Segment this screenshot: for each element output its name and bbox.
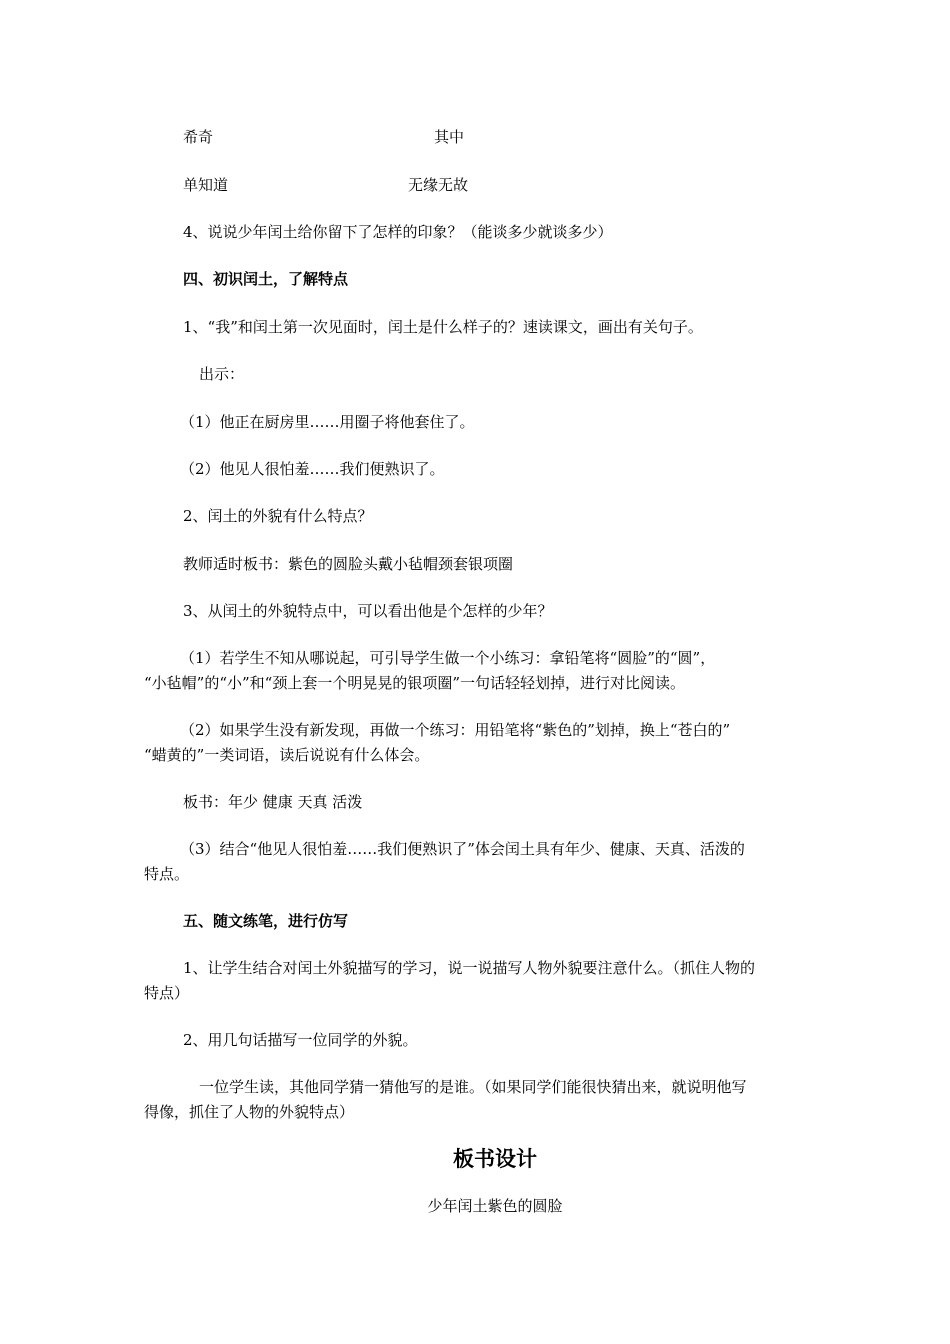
section-5-paragraph-line-2: 得像，抓住了人物的外貌特点） (144, 1103, 355, 1121)
board-note-2: 板书：年少 健康 天真 活泼 (183, 793, 363, 811)
section-5-item-2: 2、用几句话描写一位同学的外貌。 (183, 1031, 418, 1049)
paragraph-2-line-2: “蜡黄的”一类词语，读后说说有什么体会。 (144, 746, 430, 764)
section-4-item-3: 3、从闰土的外貌特点中，可以看出他是个怎样的少年？ (183, 602, 553, 620)
section-5-heading: 五、随文练笔，进行仿写 (183, 912, 349, 930)
question-4: 4、说说少年闰土给你留下了怎样的印象？（能谈多少就谈多少） (183, 223, 613, 241)
section-5-paragraph-line-1: 一位学生读，其他同学猜一猜他写的是谁。（如果同学们能很快猜出来，就说明他写 (199, 1078, 747, 1096)
vocab-word-xiqi: 希奇 (183, 128, 214, 146)
paragraph-1-line-1: （1）若学生不知从哪说起，可引导学生做一个小练习：拿铅笔将“圆脸”的“圆”， (180, 649, 716, 667)
board-design-line-1: 少年闰土紫色的圆脸 (427, 1197, 563, 1215)
section-4-item-2: 2、闰土的外貌有什么特点？ (183, 507, 373, 525)
show-sentence-2: （2）他见人很怕羞……我们便熟识了。 (180, 460, 445, 478)
vocab-word-danzhidao: 单知道 (183, 176, 229, 194)
paragraph-3-line-2: 特点。 (144, 865, 190, 883)
board-design-title: 板书设计 (453, 1147, 537, 1171)
vocab-word-wuyuanwugu: 无缘无故 (408, 176, 469, 194)
show-sentence-1: （1）他正在厨房里……用圈子将他套住了。 (180, 413, 475, 431)
paragraph-2-line-1: （2）如果学生没有新发现，再做一个练习：用铅笔将“紫色的”划掉，换上“苍白的” (180, 721, 731, 739)
section-4-item-1: 1、“我”和闰土第一次见面时，闰土是什么样子的？速读课文，画出有关句子。 (183, 318, 703, 336)
paragraph-3-line-1: （3）结合“他见人很怕羞……我们便熟识了”体会闰土具有年少、健康、天真、活泼的 (180, 840, 745, 858)
section-5-item-1-line-2: 特点） (144, 984, 190, 1002)
show-label: 出示： (199, 365, 245, 383)
section-4-heading: 四、初识闰土，了解特点 (183, 270, 349, 288)
section-5-item-1-line-1: 1、让学生结合对闰土外貌描写的学习，说一说描写人物外貌要注意什么。（抓住人物的 (183, 959, 756, 977)
vocab-word-qizhong: 其中 (434, 128, 465, 146)
board-note-1: 教师适时板书：紫色的圆脸头戴小毡帽颈套银项圈 (183, 555, 514, 573)
paragraph-1-line-2: “小毡帽”的“小”和“颈上套一个明晃晃的银项圈”一句话轻轻划掉，进行对比阅读。 (144, 674, 686, 692)
